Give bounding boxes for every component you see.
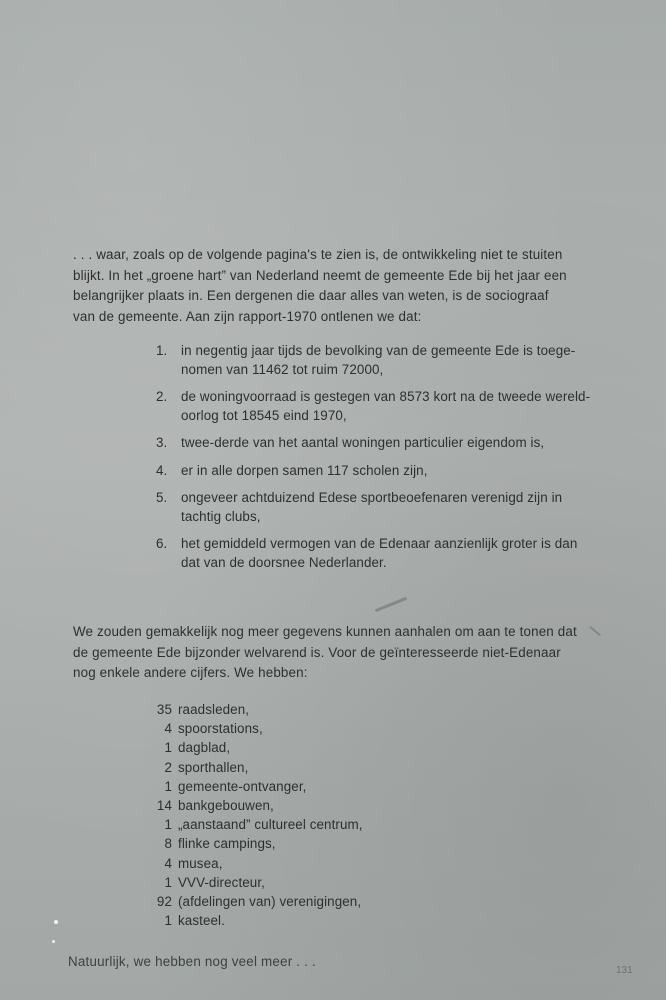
fact-count: 1 — [164, 778, 172, 794]
fact-row — [150, 796, 363, 815]
intro-paragraph — [73, 245, 641, 327]
fact-row — [150, 854, 363, 873]
fact-label: flinke campings, — [178, 836, 276, 852]
list-item-number: 5. — [156, 490, 168, 505]
list-item — [150, 342, 642, 379]
list-item-number: 1. — [156, 343, 168, 358]
fact-count: 1 — [164, 913, 172, 929]
list-item-line: nomen van 11462 tot ruim 72000, — [181, 361, 384, 377]
fact-label: sporthallen, — [178, 759, 249, 775]
fact-label: (afdelingen van) verenigingen, — [178, 894, 362, 910]
list-item-number: 4. — [156, 462, 168, 478]
fact-row — [150, 911, 363, 930]
list-item — [150, 388, 642, 425]
fact-label: VVV-directeur, — [178, 874, 265, 890]
fact-row — [150, 892, 363, 911]
list-item — [150, 434, 642, 453]
intro-line: van de gemeente. Aan zijn rapport-1970 ontlenen we dat: — [73, 308, 422, 324]
fact-label: „aanstaand” cultureel centrum, — [178, 817, 363, 833]
list-item-line: dat van de doorsnee Nederlander. — [181, 554, 387, 570]
middle-line: nog enkele andere cijfers. We hebben: — [73, 665, 308, 680]
dust-speck — [52, 940, 55, 943]
fact-label: gemeente-ontvanger, — [178, 778, 307, 794]
list-item — [150, 462, 642, 481]
fact-count: 14 — [156, 798, 172, 814]
page-number: 131 — [616, 965, 633, 976]
closing-line: Natuurlijk, we hebben nog veel meer . . . — [68, 954, 316, 969]
list-item — [150, 535, 642, 572]
fact-row — [150, 719, 363, 738]
list-item-number: 2. — [156, 389, 168, 404]
fact-count: 8 — [164, 836, 172, 852]
intro-line: belangrijker plaats in. Een dergenen die daar alles van weten, is de sociograaf — [73, 288, 549, 303]
fact-count: 1 — [164, 874, 172, 890]
intro-line: . . . waar, zoals op de volgende pagina's te zien is, de ontwikkeling niet te stuiten — [73, 247, 563, 262]
fact-label: raadsleden, — [178, 702, 250, 717]
numbered-list — [150, 342, 642, 581]
fact-count: 35 — [156, 702, 172, 717]
list-item-line: het gemiddeld vermogen van de Edenaar aanzienlijk groter is dan — [181, 536, 578, 551]
list-item — [150, 489, 642, 526]
middle-paragraph — [73, 622, 641, 684]
fact-row — [150, 738, 363, 757]
list-item-line: tachtig clubs, — [181, 508, 261, 524]
fact-count: 4 — [164, 721, 172, 737]
list-item-number: 6. — [156, 536, 168, 551]
fact-row — [150, 758, 363, 777]
fact-count: 2 — [164, 759, 172, 775]
fact-label: dagblad, — [178, 740, 231, 756]
list-item-line: in negentig jaar tijds de bevolking van de gemeente Ede is toege- — [181, 343, 576, 358]
list-item-line: oorlog tot 18545 eind 1970, — [181, 407, 347, 423]
intro-line: blijkt. In het „groene hart” van Nederland neemt de gemeente Ede bij het jaar een — [73, 267, 567, 283]
fact-label: spoorstations, — [178, 721, 263, 737]
list-item-line: er in alle dorpen samen 117 scholen zijn, — [181, 462, 428, 478]
fact-row — [150, 834, 363, 853]
fact-row — [150, 700, 363, 719]
facts-list — [150, 700, 363, 930]
fact-row — [150, 815, 363, 834]
dust-speck — [54, 920, 58, 924]
film-scratch — [375, 597, 408, 613]
fact-count: 1 — [164, 817, 172, 833]
fact-row — [150, 873, 363, 892]
middle-line: We zouden gemakkelijk nog meer gegevens kunnen aanhalen om aan te tonen dat — [73, 624, 577, 639]
fact-label: musea, — [178, 855, 223, 871]
fact-count: 92 — [156, 894, 172, 910]
list-item-line: ongeveer achtduizend Edese sportbeoefenaren verenigd zijn in — [181, 490, 563, 505]
list-item-number: 3. — [156, 435, 168, 450]
list-item-line: twee-derde van het aantal woningen particulier eigendom is, — [181, 435, 545, 450]
list-item-line: de woningvoorraad is gestegen van 8573 kort na de tweede wereld- — [181, 389, 591, 404]
middle-line: de gemeente Ede bijzonder welvarend is. Voor de geïnteresseerde niet-Edenaar — [73, 644, 561, 660]
fact-count: 1 — [164, 740, 172, 756]
fact-label: bankgebouwen, — [178, 798, 274, 814]
fact-label: kasteel. — [178, 913, 225, 929]
fact-row — [150, 777, 363, 796]
fact-count: 4 — [164, 855, 172, 871]
